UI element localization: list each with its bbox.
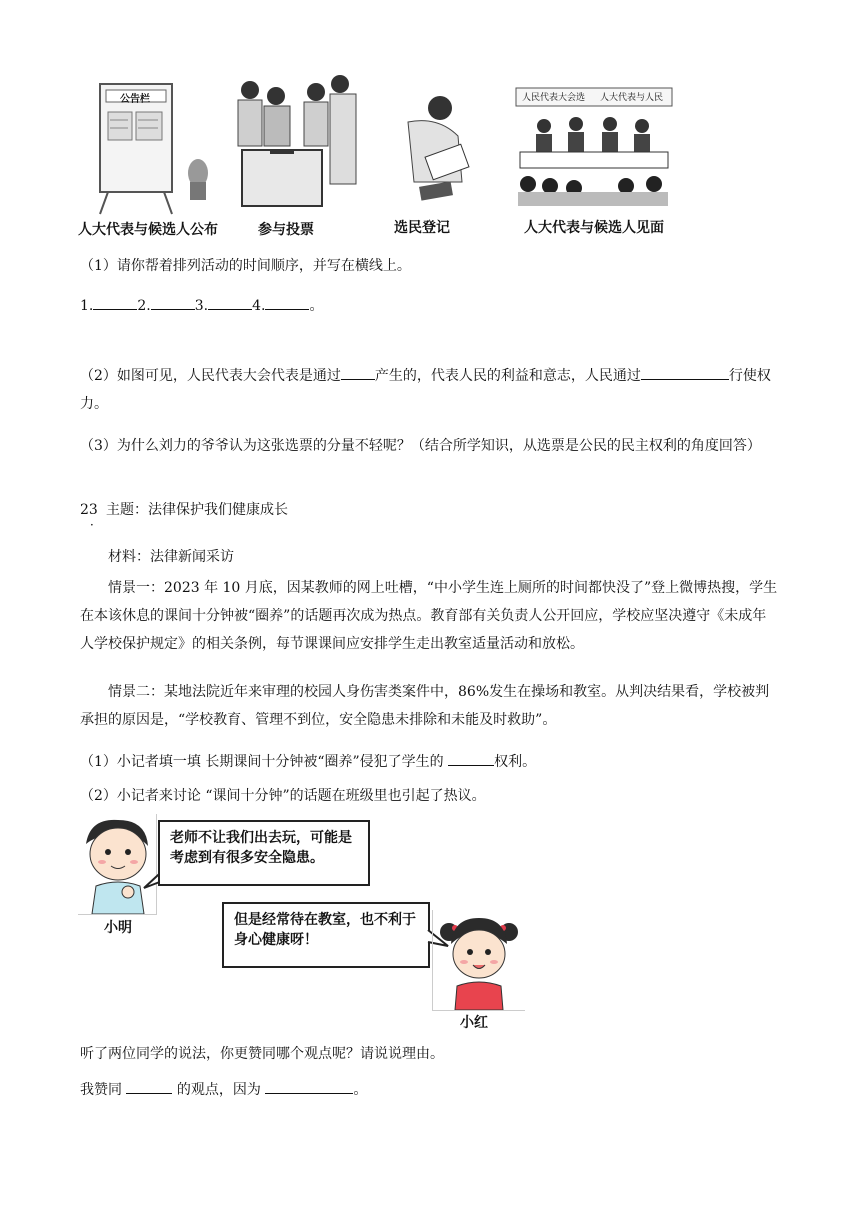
- fill-in-text: （1）小记者填一填 长期课间十分钟被“圈养”侵犯了学生的: [80, 754, 449, 770]
- order-blank-2[interactable]: [151, 294, 195, 310]
- xiaoming-speech-bubble: [158, 820, 370, 886]
- order-blank-4[interactable]: [265, 294, 309, 310]
- blank-label-2: 2.: [137, 298, 151, 314]
- xiaohong-illustration: [432, 910, 525, 1011]
- order-blank-3[interactable]: [208, 294, 252, 310]
- blank-label-3: 3.: [194, 298, 209, 314]
- order-blank-1[interactable]: [93, 294, 137, 310]
- agree-person-blank[interactable]: [126, 1078, 172, 1094]
- blank-label-4: 4.: [252, 298, 266, 314]
- illustration-voting: [232, 74, 362, 214]
- reason-blank[interactable]: [265, 1078, 353, 1094]
- xiaohong-speech-bubble: [222, 902, 430, 968]
- illustration-meeting: [514, 86, 674, 210]
- question-23-number: 23: [80, 502, 98, 518]
- illustration-voter-registration: [378, 92, 478, 212]
- caption-meeting: 人大代表与候选人见面: [524, 220, 664, 236]
- question-2-part1: （2）如图可见，人民代表大会代表是通过: [80, 368, 341, 384]
- question-23-theme: 主题：法律保护我们健康成长: [106, 502, 288, 518]
- question-2-part2: 产生的，代表人民的利益和意志，人民通过: [374, 368, 641, 384]
- bulletin-board-title: 公告栏: [120, 94, 150, 105]
- caption-candidate-announcement: 人大代表与候选人公布: [78, 222, 218, 238]
- question-1-blanks: [80, 294, 323, 316]
- opinion-question: 听了两位同学的说法，你更赞同哪个观点呢？请说说理由。: [80, 1046, 444, 1062]
- question-3: （3）为什么刘力的爷爷认为这张选票的分量不轻呢？（结合所学知识，从选票是公民的民主权利的角度回答）: [80, 438, 761, 454]
- banner-left-text: 人民代表大会选: [522, 93, 586, 103]
- scene-1-text: 情景一：2023 年 10 月底，因某教师的网上吐槽，“中小学生连上厕所的时间都快没了”登上微博热搜，学生在本该休息的课间十分钟被“圈养”的话题再次成为热点。教育部有关负责人公开回应，学校应坚决遵守《未成年人学校保护规定》的相关条例，每节课课间应安排学生走出教室适量活动和放松。: [80, 580, 778, 652]
- discussion-intro: （2）小记者来讨论 “课间十分钟”的话题在班级里也引起了热议。: [80, 788, 486, 804]
- question-2: [80, 362, 780, 418]
- caption-voter-registration: 选民登记: [394, 220, 450, 236]
- material-label: 材料：法律新闻采访: [108, 549, 234, 565]
- xiaoming-speech-text: 老师不让我们出去玩，可能是考虑到有很多安全隐患。: [170, 830, 352, 866]
- fill-in-question: [80, 750, 536, 772]
- banner-right-text: 人大代表与人民: [600, 93, 664, 103]
- agree-text-b: 的观点，因为: [172, 1082, 266, 1098]
- agree-text-a: 我赞同: [80, 1082, 127, 1098]
- power-exercise-blank[interactable]: [641, 364, 729, 380]
- rights-blank[interactable]: [448, 750, 494, 766]
- blank-label-1: 1.: [80, 298, 94, 314]
- agree-text-c: 。: [353, 1082, 368, 1098]
- xiaohong-name: 小红: [460, 1015, 488, 1031]
- question-23-dot: ．: [90, 514, 103, 528]
- opinion-answer-line: [80, 1078, 367, 1100]
- question-2-part3: 行使权力。: [80, 368, 771, 412]
- fill-in-end: 权利。: [494, 754, 537, 770]
- xiaohong-speech-text: 但是经常待在教室，也不利于身心健康呀！: [234, 912, 416, 948]
- scene-2-text: 情景二：某地法院近年来审理的校园人身伤害类案件中，86%发生在操场和教室。从判决结果看，学校被判承担的原因是，“学校教育、管理不到位，安全隐患未排除和未能及时救助”。: [80, 684, 770, 728]
- question-1-prompt: （1）请你帮着排列活动的时间顺序，并写在横线上。: [80, 258, 411, 274]
- caption-voting: 参与投票: [258, 222, 314, 238]
- blank-end: 。: [309, 298, 324, 314]
- xiaoming-name: 小明: [104, 920, 132, 936]
- election-method-blank[interactable]: [341, 364, 375, 380]
- illustration-bulletin-board: [78, 78, 228, 218]
